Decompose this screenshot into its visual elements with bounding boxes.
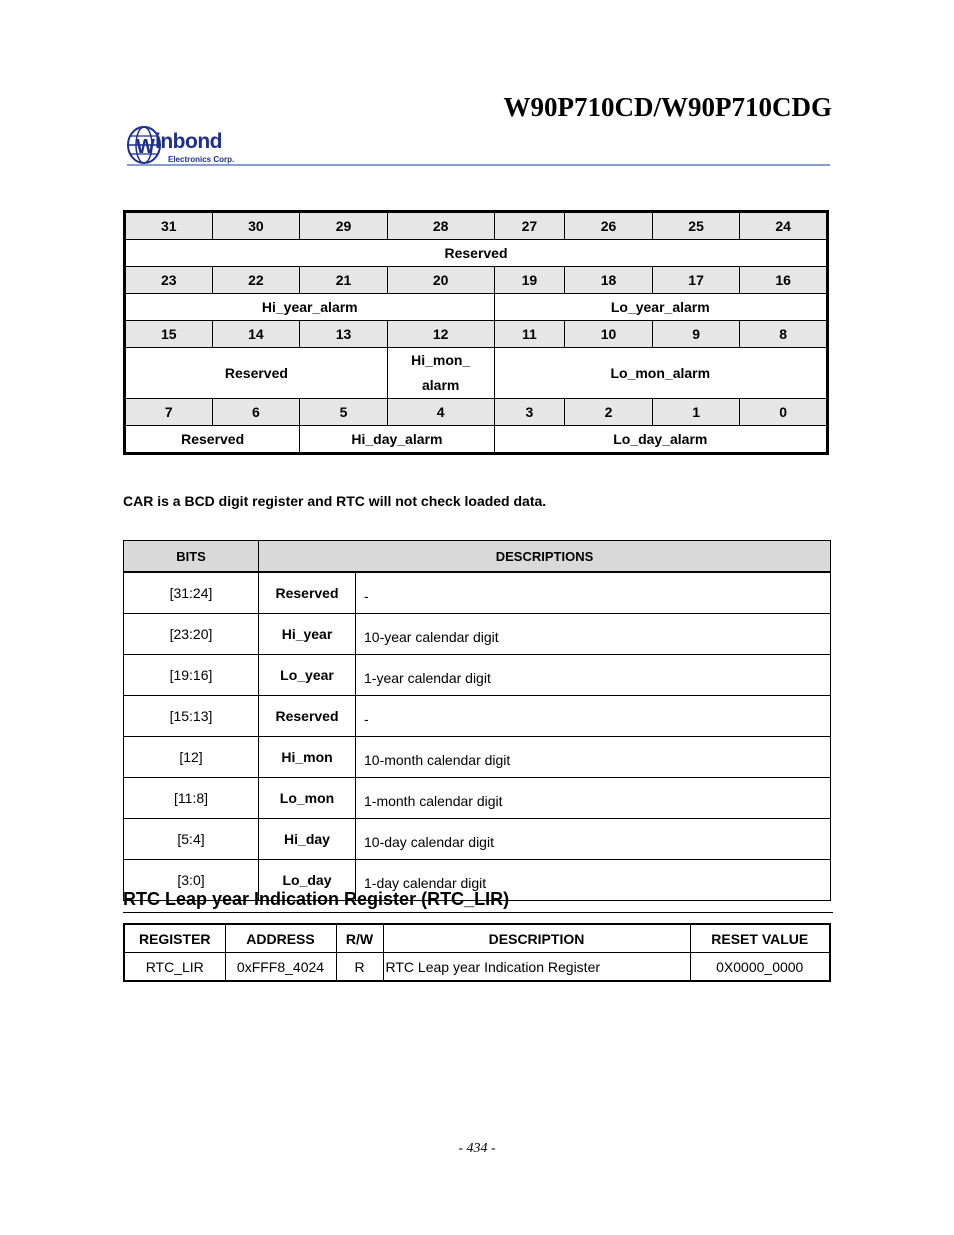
svg-text:W: W [136, 136, 155, 158]
table-row [124, 778, 831, 819]
bit-number: 7 [125, 399, 213, 426]
field-hi-mon-alarm [387, 348, 494, 399]
field-name-cell: Lo_mon [259, 778, 356, 819]
table-row [124, 655, 831, 696]
field-row [125, 294, 828, 321]
bit-number-row [125, 212, 828, 240]
column-header-reset-value: RESET VALUE [690, 924, 830, 953]
bit-number-row [125, 399, 828, 426]
description-cell: 1-day calendar digit [356, 860, 831, 901]
bit-number: 6 [212, 399, 300, 426]
bits-cell: [3:0] [124, 860, 259, 901]
bit-number: 15 [125, 321, 213, 348]
bit-map-table [123, 210, 829, 455]
column-header-descriptions: DESCRIPTIONS [259, 541, 831, 573]
page-number: - 434 - [458, 1141, 496, 1156]
description-cell: - [356, 696, 831, 737]
bit-number: 24 [740, 212, 828, 240]
field-hi-year-alarm: Hi_year_alarm [125, 294, 495, 321]
address-cell: 0xFFF8_4024 [225, 953, 336, 982]
logo-wordmark: inbond [155, 130, 222, 153]
table-row [124, 737, 831, 778]
bit-number: 13 [300, 321, 388, 348]
bit-number: 21 [300, 267, 388, 294]
column-header-address: ADDRESS [225, 924, 336, 953]
bit-description-table [123, 540, 831, 901]
section-heading: RTC Leap year Indication Register (RTC_LIR) [123, 889, 510, 909]
bits-cell: [5:4] [124, 819, 259, 860]
bit-number: 17 [652, 267, 740, 294]
bit-number: 22 [212, 267, 300, 294]
description-cell: 1-month calendar digit [356, 778, 831, 819]
bit-number: 8 [740, 321, 828, 348]
bit-number: 11 [494, 321, 565, 348]
bit-number: 16 [740, 267, 828, 294]
section-rule [123, 912, 833, 913]
description-cell: 10-year calendar digit [356, 614, 831, 655]
column-header-description: DESCRIPTION [383, 924, 690, 953]
column-header-rw: R/W [336, 924, 383, 953]
column-header-register: REGISTER [124, 924, 225, 953]
field-lo-mon-alarm: Lo_mon_alarm [494, 348, 827, 399]
field-row [125, 426, 828, 454]
bit-number: 19 [494, 267, 565, 294]
bit-number: 14 [212, 321, 300, 348]
field-row [125, 240, 828, 267]
description-cell: RTC Leap year Indication Register [383, 953, 690, 982]
description-cell: - [356, 572, 831, 614]
register-note: CAR is a BCD digit register and RTC will not check loaded data. [123, 493, 547, 509]
bit-number: 4 [387, 399, 494, 426]
field-label-line1: Hi_mon_ [411, 352, 471, 368]
bit-number: 27 [494, 212, 565, 240]
table-header-row [124, 924, 830, 953]
bit-number-row [125, 321, 828, 348]
bit-number: 25 [652, 212, 740, 240]
bit-number: 31 [125, 212, 213, 240]
field-name-cell: Reserved [259, 696, 356, 737]
register-cell: RTC_LIR [124, 953, 225, 982]
field-reserved: Reserved [125, 240, 828, 267]
logo-subtext: Electronics Corp. [168, 155, 235, 164]
field-reserved: Reserved [125, 348, 388, 399]
field-name-cell: Hi_year [259, 614, 356, 655]
bit-number: 2 [565, 399, 653, 426]
bit-number: 0 [740, 399, 828, 426]
field-name-cell: Reserved [259, 572, 356, 614]
bit-number: 5 [300, 399, 388, 426]
reset-value-cell: 0X0000_0000 [690, 953, 830, 982]
rw-cell: R [336, 953, 383, 982]
header-rule [127, 164, 830, 166]
bits-cell: [12] [124, 737, 259, 778]
description-cell: 10-month calendar digit [356, 737, 831, 778]
field-lo-year-alarm: Lo_year_alarm [494, 294, 827, 321]
bit-number: 28 [387, 212, 494, 240]
table-row [124, 696, 831, 737]
bit-number: 29 [300, 212, 388, 240]
field-lo-day-alarm: Lo_day_alarm [494, 426, 827, 454]
winbond-logo [127, 126, 267, 166]
bit-number: 12 [387, 321, 494, 348]
table-header-row [124, 541, 831, 573]
document-title: W90P710CD/W90P710CDG [503, 92, 832, 122]
bit-number: 9 [652, 321, 740, 348]
description-cell: 10-day calendar digit [356, 819, 831, 860]
table-row [124, 572, 831, 614]
bit-number: 26 [565, 212, 653, 240]
field-label-line2: alarm [422, 377, 460, 393]
bit-number: 1 [652, 399, 740, 426]
field-name-cell: Lo_year [259, 655, 356, 696]
bit-number: 18 [565, 267, 653, 294]
bits-cell: [23:20] [124, 614, 259, 655]
table-row [124, 953, 830, 982]
bit-number: 3 [494, 399, 565, 426]
bit-number: 30 [212, 212, 300, 240]
bits-cell: [31:24] [124, 572, 259, 614]
column-header-bits: BITS [124, 541, 259, 573]
field-name-cell: Hi_mon [259, 737, 356, 778]
register-table [123, 923, 831, 982]
field-reserved: Reserved [125, 426, 300, 454]
table-row [124, 614, 831, 655]
description-cell: 1-year calendar digit [356, 655, 831, 696]
bit-number-row [125, 267, 828, 294]
field-hi-day-alarm: Hi_day_alarm [300, 426, 494, 454]
field-name-cell: Hi_day [259, 819, 356, 860]
bit-number: 10 [565, 321, 653, 348]
bit-number: 20 [387, 267, 494, 294]
field-row [125, 348, 828, 399]
bits-cell: [19:16] [124, 655, 259, 696]
bits-cell: [15:13] [124, 696, 259, 737]
field-name-cell: Lo_day [259, 860, 356, 901]
table-row [124, 819, 831, 860]
bits-cell: [11:8] [124, 778, 259, 819]
bit-number: 23 [125, 267, 213, 294]
